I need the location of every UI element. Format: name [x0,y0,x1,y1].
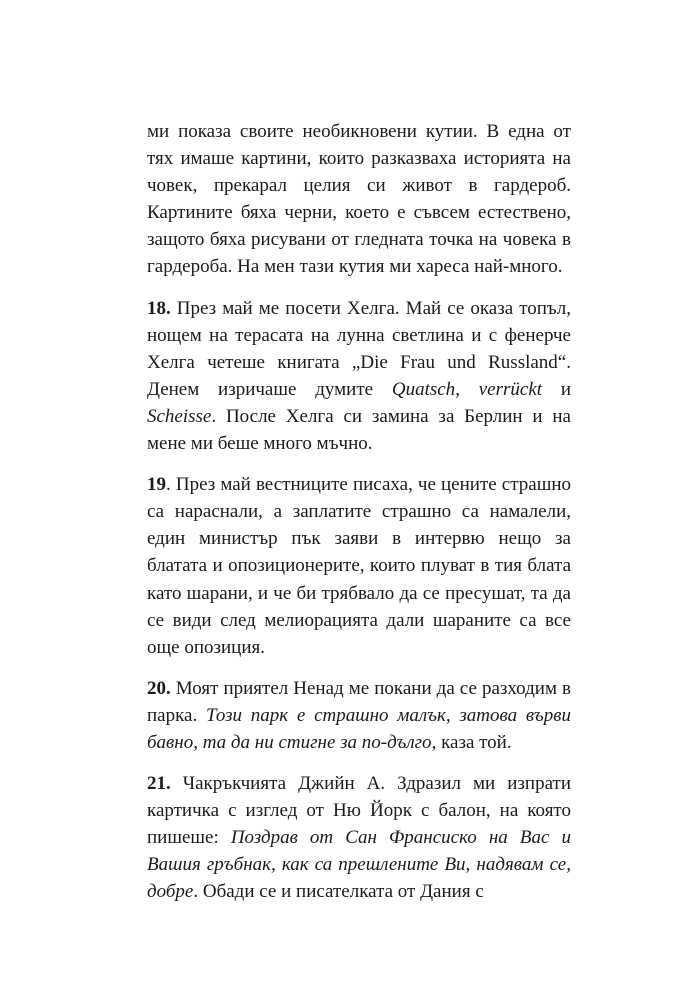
paragraph-text: . После Хелга си замина за Берлин и на мене ми беше много мъчно. [147,405,571,455]
paragraph-text: ми показа своите необикновени кутии. В една от тях имаше картини, които разказваха историята на човек, прекарал целия си живот в гардероб. Картините бяха черни, което е съвсем естествено, защото бяха рисувани от гледната точка на човека в гардероба. На мен тази кутия ми хареса най-много. [147,121,571,278]
paragraph-text: През май ме посети Хелга. Май се оказа топъл, нощем на терасата на лунна светлина и с фенерче Хелга четеше книгата „Die Frau und Russland“. Денем изричаше думите [147,297,571,400]
page-body [147,118,571,920]
paragraph-continuation [147,118,571,281]
paragraph-21 [147,770,571,905]
paragraph-19 [147,471,571,661]
paragraph-text: и [542,378,572,400]
paragraph-number: 21. [147,773,171,795]
italic-word: Scheisse [147,405,212,427]
paragraph-text: , [455,378,479,400]
paragraph-text: Моят приятел Ненад ме покани да се разходим в парка. [147,677,571,726]
paragraph-number: 20. [147,677,171,699]
paragraph-number: 19 [147,474,166,496]
paragraph-18 [147,295,571,458]
paragraph-text: . Обади се и писателката от Дания с [193,881,484,903]
paragraph-text: , каза той. [431,731,512,753]
italic-quote: Поздрав от Сан Франсиско на Вас и Вашия гръбнак, как са прешлените Ви, надявам се, добре [147,827,571,903]
italic-quote: Този парк е страшно малък, затова върви бавно, та да ни стигне за по-дълго [147,704,571,753]
italic-word: verrückt [478,378,543,400]
paragraph-20 [147,675,571,756]
paragraph-text: . През май вестниците писаха, че цените страшно са нараснали, а заплатите страшно са намалели, един министър пък заяви в интервю нещо за блатата и опозиционерите, които плуват в тия блата като шарани, и че би трябвало да се пресушат, та да се види след мелиорацията дали шараните са все още опозиция. [147,474,571,658]
paragraph-number: 18. [147,297,171,319]
italic-word: Quatsch [391,378,456,400]
paragraph-text: Чакръкчията Джийн А. Здразил ми изпрати картичка с изглед от Ню Йорк с балон, на която пишеше: [147,773,571,849]
